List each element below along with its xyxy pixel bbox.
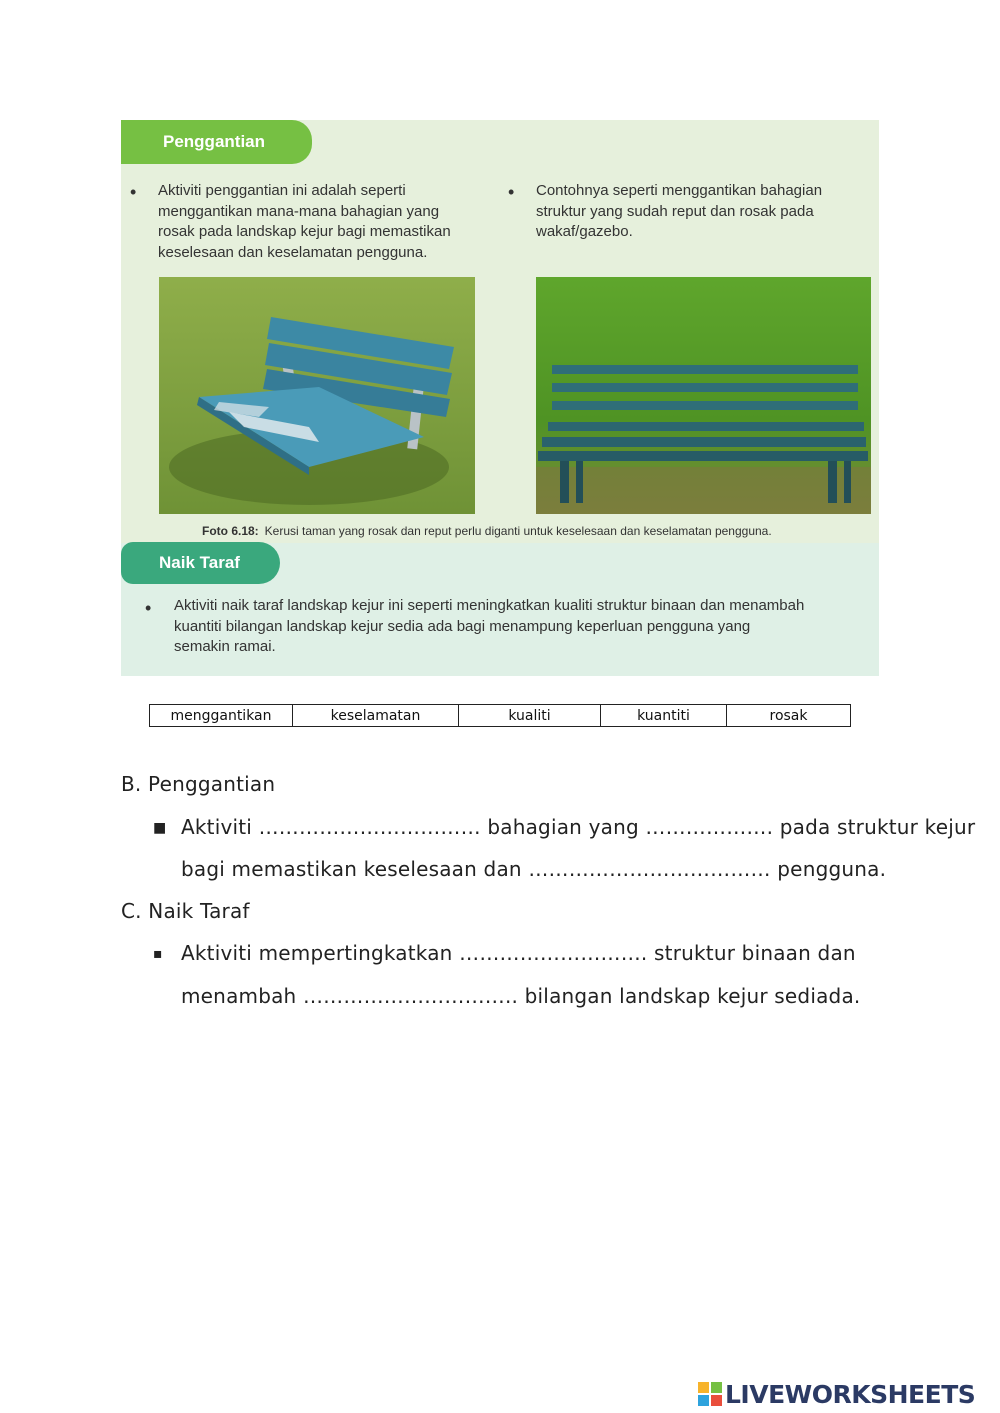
word-bank-item[interactable]: kualiti: [459, 705, 601, 726]
damaged-bench-photo: [159, 277, 475, 514]
square-bullet-icon: ■: [153, 820, 167, 836]
textbook-excerpt: [121, 120, 879, 676]
section-c-heading: C. Naik Taraf: [121, 899, 250, 923]
section-b-heading: B. Penggantian: [121, 772, 276, 796]
section-b-line-1: Aktiviti …………………………… bahagian yang ………………. pada struktur kejur: [181, 815, 976, 839]
logo-icon: [698, 1382, 722, 1406]
text-line: Aktiviti naik taraf landskap kejur ini seperti meningkatkan kualiti struktur binaan dan menambah: [174, 597, 805, 614]
logo-text: LIVEWORKSHEETS: [725, 1379, 976, 1409]
bullet-dot: •: [508, 182, 515, 202]
new-bench-photo: [536, 277, 871, 514]
liveworksheets-logo: [698, 1379, 975, 1409]
bullet-dot: •: [130, 182, 137, 202]
text-line: kuantiti bilangan landskap kejur sedia ada bagi menampung keperluan pengguna yang: [174, 617, 751, 635]
section-b-line-2: bagi memastikan keselesaan dan ……………………………… pengguna.: [181, 857, 887, 881]
naik-taraf-heading: Naik Taraf: [121, 542, 280, 584]
text-line: menggantikan mana-mana bahagian yang: [158, 202, 440, 220]
penggantian-heading: Penggantian: [121, 120, 312, 164]
penggantian-left-text: [158, 181, 451, 263]
caption-text: Kerusi taman yang rosak dan reput perlu diganti untuk keselesaan dan keselamatan pengguna.: [264, 524, 772, 538]
text-line: struktur yang sudah reput dan rosak pada: [536, 202, 814, 220]
word-bank: [149, 704, 851, 727]
photo-caption: [202, 524, 872, 538]
naik-taraf-text: [174, 596, 804, 658]
square-bullet-icon: ▪: [153, 946, 163, 962]
word-bank-item[interactable]: menggantikan: [150, 705, 293, 726]
text-line: Contohnya seperti menggantikan bahagian: [536, 182, 823, 199]
word-bank-item[interactable]: rosak: [769, 707, 808, 724]
section-c-line-1: Aktiviti mempertingkatkan ………………………. struktur binaan dan: [181, 941, 856, 965]
word-bank-item[interactable]: kuantiti: [601, 705, 727, 726]
bullet-dot: •: [145, 598, 152, 618]
text-line: Aktiviti penggantian ini adalah seperti: [158, 182, 406, 199]
text-line: rosak pada landskap kejur bagi memastikan: [158, 223, 451, 240]
word-bank-item[interactable]: keselamatan: [293, 705, 459, 726]
text-line: wakaf/gazebo.: [536, 223, 633, 240]
text-line: keselesaan dan keselamatan pengguna.: [158, 243, 428, 261]
penggantian-right-text: [536, 181, 822, 243]
text-line: semakin ramai.: [174, 638, 276, 655]
caption-label: Foto 6.18:: [202, 524, 259, 538]
section-c-line-2: menambah ………………………….. bilangan landskap kejur sediada.: [181, 984, 861, 1008]
